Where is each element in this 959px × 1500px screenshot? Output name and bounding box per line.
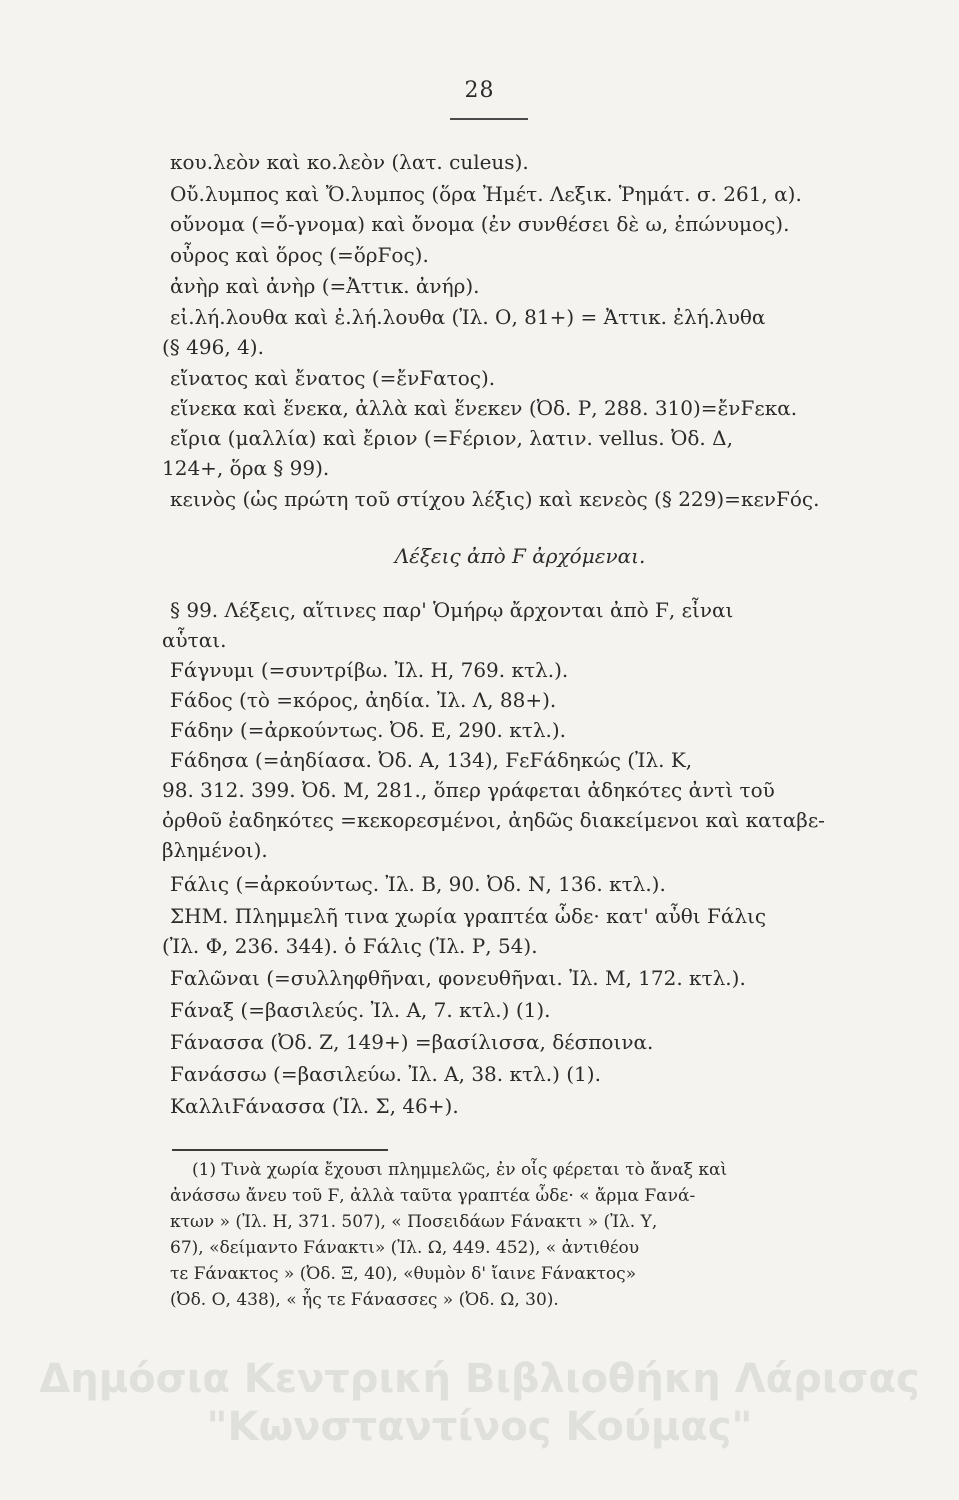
footnote-line: 67), «δείμαντο Ϝάνακτι» (Ἰλ. Ω, 449. 452), « ἀντιθέου [170,1238,640,1258]
text-line: Ϝάλις (=ἀρκούντως. Ἰλ. Β, 90. Ὀδ. Ν, 136. κτλ.). [170,872,666,896]
footnote-line: τε Ϝάνακτος » (Ὀδ. Ξ, 40), «θυμὸν δ' ἴαινε Ϝάνακτος» [170,1264,637,1284]
text-line: ΣΗΜ. Πλημμελῆ τινα χωρία γραπτέα ὧδε· κατ' αὖθι Ϝάλις [170,904,767,928]
text-line: Ϝάγνυμι (=συντρίβω. Ἰλ. Η, 769. κτλ.). [170,658,569,682]
library-watermark-line: "Κωνσταντίνος Κούμας" [206,1404,753,1450]
text-line: Ϝάνασσα (Ὀδ. Ζ, 149+) =βασίλισσα, δέσποινα. [170,1030,654,1054]
text-line: εἴρια (μαλλία) καὶ ἔριον (=Ϝέριον, λατιν. vellus. Ὀδ. Δ, [170,426,733,450]
page-number: 28 [464,78,495,103]
section-heading: Λέξεις ἀπὸ Ϝ ἀρχόμεναι. [394,544,646,568]
text-line: Ϝάδος (τὸ =κόρος, ἀηδία. Ἰλ. Λ, 88+). [170,688,557,712]
text-line: Ϝανάσσω (=βασιλεύω. Ἰλ. Α, 38. κτλ.) (1). [170,1062,601,1086]
text-line: κου.λεὸν καὶ κο.λεὸν (λατ. culeus). [170,150,529,174]
text-line: Οὔ.λυμπος καὶ Ὄ.λυμπος (ὅρα Ἠμέτ. Λεξικ. Ῥημάτ. σ. 261, α). [170,182,802,206]
text-line: Ϝάδησα (=ἀηδίασα. Ὀδ. Α, 134), ϜεϜάδηκώς (Ἰλ. Κ, [170,748,693,772]
text-line: ΚαλλιϜάνασσα (Ἰλ. Σ, 46+). [170,1094,459,1118]
text-line: (Ἰλ. Φ, 236. 344). ὁ Ϝάλις (Ἰλ. Ρ, 54). [162,934,538,958]
text-line: οὖρος καὶ ὅρος (=ὅρϜος). [170,243,429,267]
text-line: (§ 496, 4). [162,335,264,359]
footnote-line: κτων » (Ἰλ. Η, 371. 507), « Ποσειδάων Ϝάνακτι » (Ἰλ. Υ, [170,1212,658,1232]
footnote-line: ἀνάσσω ἄνευ τοῦ Ϝ, ἀλλὰ ταῦτα γραπτέα ὧδε· « ἄρμα Ϝανά- [170,1186,696,1206]
text-line: Ϝαλῶναι (=συλληφθῆναι, φονευθῆναι. Ἰλ. Μ, 172. κτλ.). [170,966,746,990]
text-line: εἴνατος καὶ ἔνατος (=ἔνϜατος). [170,366,496,390]
footnote-rule [172,1149,388,1151]
text-line: εἵνεκα καὶ ἕνεκα, ἀλλὰ καὶ ἕνεκεν (Ὀδ. Ρ, 288. 310)=ἔνϜεκα. [170,396,798,420]
footnote-line: (Ὀδ. Ο, 438), « ἧς τε Ϝάνασσες » (Ὀδ. Ω, 30). [170,1290,559,1310]
text-line: βλημένοι). [162,838,268,862]
text-line: κεινὸς (ὡς πρώτη τοῦ στίχου λέξις) καὶ κενεὸς (§ 229)=κενϜός. [170,487,820,511]
text-line: εἰ.λή.λουθα καὶ ἐ.λή.λουθα (Ἰλ. Ο, 81+) = Ἀττικ. ἐλή.λυθα [170,305,766,329]
text-line: ἀνὴρ καὶ ἀνὴρ (=Ἀττικ. ἀνήρ). [170,274,480,298]
text-line: § 99. Λέξεις, αἵτινες παρ' Ὁμήρῳ ἄρχονται ἀπὸ Ϝ, εἶναι [170,598,734,622]
text-line: Ϝάδην (=ἀρκούντως. Ὀδ. Ε, 290. κτλ.). [170,718,567,742]
footnote-line: (1) Τινὰ χωρία ἔχουσι πλημμελῶς, ἐν οἷς φέρεται τὸ ἄναξ καὶ [192,1160,728,1180]
text-line: οὔνομα (=ὄ-γνομα) καὶ ὄνομα (ἐν συνθέσει δὲ ω, ἐπώνυμος). [170,212,790,236]
text-line: 98. 312. 399. Ὀδ. Μ, 281., ὅπερ γράφεται ἀδηκότες ἀντὶ τοῦ [162,778,775,802]
text-line: αὗται. [162,628,227,652]
text-line: Ϝάναξ (=βασιλεύς. Ἰλ. Α, 7. κτλ.) (1). [170,998,551,1022]
library-watermark-line: Δημόσια Κεντρική Βιβλιοθήκη Λάρισας [39,1356,920,1402]
text-line: 124+, ὅρα § 99). [162,456,330,480]
page-number-rule [450,118,528,120]
text-line: ὀρθοῦ ἐαδηκότες =κεκορεσμένοι, ἀηδῶς διακείμενοι καὶ καταβε- [162,808,825,832]
